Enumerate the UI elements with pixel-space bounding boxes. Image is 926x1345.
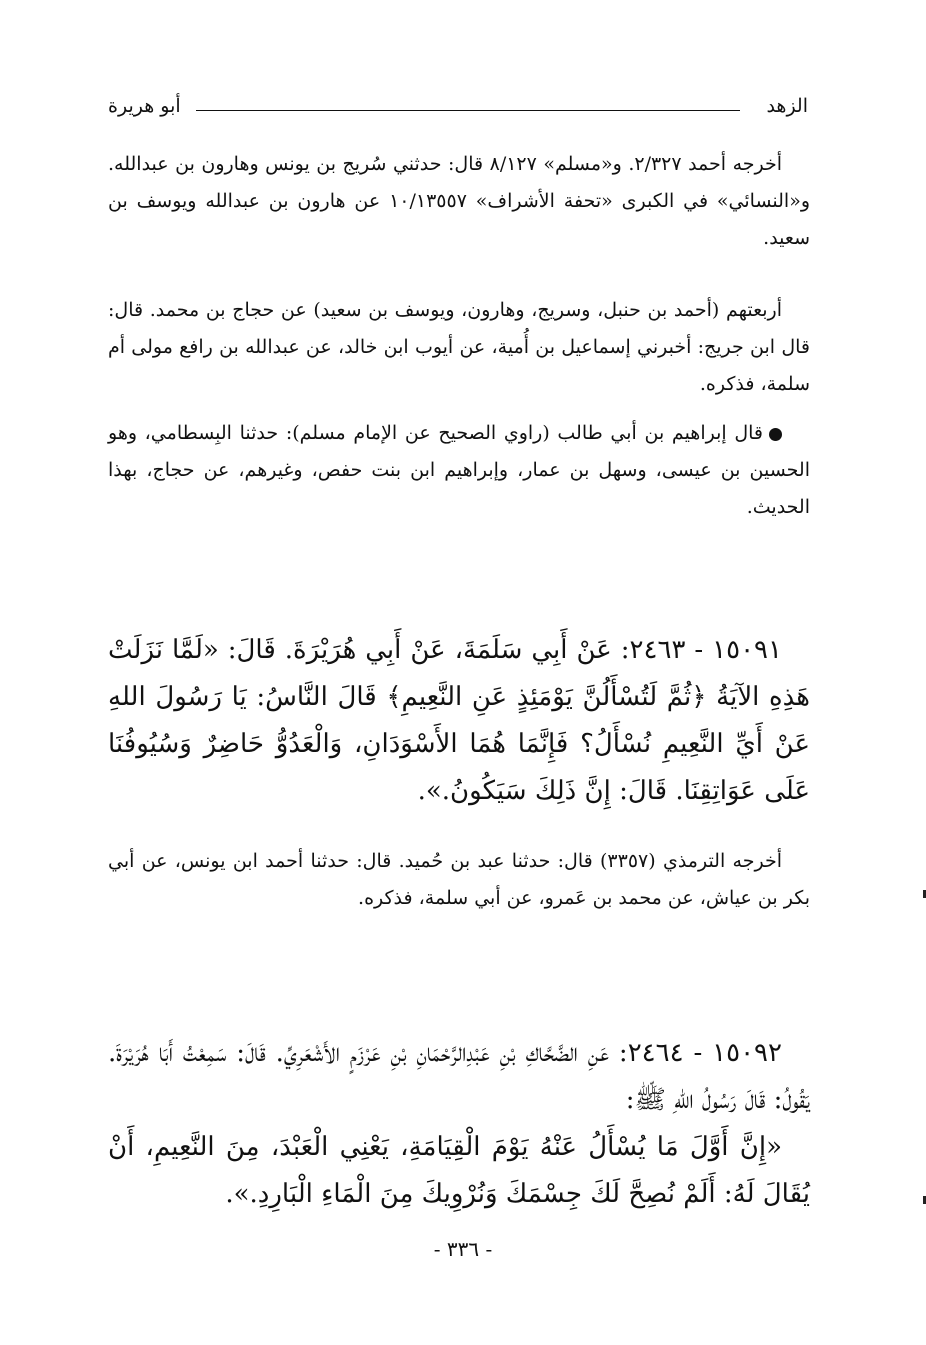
header-rule	[196, 110, 740, 111]
takhrij-note-15091	[108, 843, 810, 917]
hadith-15091	[108, 627, 810, 815]
note-paragraph: أخرجه أحمد ٢/٣٢٧. و«مسلم» ٨/١٢٧ قال: حدثني سُريج بن يونس وهارون بن عبدالله. و«النسائي» في الكبرى «تحفة الأشراف» ١٠/١٣٥٥٧ عن هارون بن عبدالله ويوسف بن سعيد.	[108, 153, 811, 249]
note-paragraph: أخرجه الترمذي (٣٣٥٧) قال: حدثنا عبد بن حُميد. قال: حدثنا أحمد ابن يونس، عن أبي بكر بن عياش، عن محمد بن عَمرو، عن أبي سلمة، فذكره.	[108, 850, 810, 909]
bullet-icon	[769, 428, 782, 441]
running-header	[108, 92, 808, 126]
note-paragraph: أربعتهم (أحمد بن حنبل، وسريج، وهارون، ويوسف بن سعيد) عن حجاج بن محمد. قال: قال ابن جريج: أخبرني إسماعيل بن أُمية، عن أيوب ابن خالد، عن عبدالله بن رافع مولى أم سلمة، فذكره.	[108, 299, 810, 395]
hadith-text: ١٥٠٩٢ - ٢٤٦٤: عَنِ الضَّحَّاكِ بْنِ عَبْدِالرَّحْمَانِ بْنِ عَرْزَمٍ الأَشْعَرِيِّ. قَالَ: سَمِعْتُ أَبَا هُرَيْرَةَ. يَقُولُ: قَالَ رَسُولُ اللهِ ﷺ:	[108, 1038, 810, 1115]
chapter-title: الزهد	[766, 95, 808, 117]
page-number: - ٣٣٦ -	[433, 1237, 493, 1261]
takhrij-note-2	[108, 292, 810, 403]
note-text: قال إبراهيم بن أبي طالب (راوي الصحيح عن الإمام مسلم): حدثنا البِسطامي، وهو الحسين بن عيسى، وسهل بن عمار، وإبراهيم ابن بنت حفص، وغيرهم، عن حجاج، بهذا الحديث.	[108, 422, 810, 518]
section-title: أبو هريرة	[108, 95, 181, 117]
hadith-15092	[108, 1030, 810, 1218]
hadith-text: ١٥٠٩١ - ٢٤٦٣: عَنْ أَبِي سَلَمَةَ، عَنْ أَبِي هُرَيْرَةَ. قَالَ: «لَمَّا نَزَلَتْ هَذِهِ الآيَةُ ﴿ثُمَّ لَتُسْأَلُنَّ يَوْمَئِذٍ عَنِ النَّعِيمِ﴾ قَالَ النَّاسُ: يَا رَسُولَ اللهِ عَنْ أَيِّ النَّعِيمِ نُسْأَلُ؟ فَإِنَّمَا هُمَا الأَسْوَدَانِ، وَالْعَدُوُّ حَاضِرٌ وَسُيُوفُنَا عَلَى عَوَاتِقِنَا. قَالَ: إِنَّ ذَلِكَ سَيَكُونُ.».	[108, 635, 810, 806]
takhrij-note-1	[108, 146, 810, 257]
note-paragraph	[108, 415, 810, 526]
takhrij-note-3	[108, 415, 810, 526]
hadith-quote: «إِنَّ أَوَّلَ مَا يُسْأَلُ عَنْهُ يَوْمَ الْقِيَامَةِ، يَعْنِي الْعَبْدَ، مِنَ النَّعِيمِ، أَنْ يُقَالَ لَهُ: أَلَمْ نُصِحَّ لَكَ جِسْمَكَ وَنُرْوِيكَ مِنَ الْمَاءِ الْبَارِدِ.».	[108, 1132, 810, 1209]
